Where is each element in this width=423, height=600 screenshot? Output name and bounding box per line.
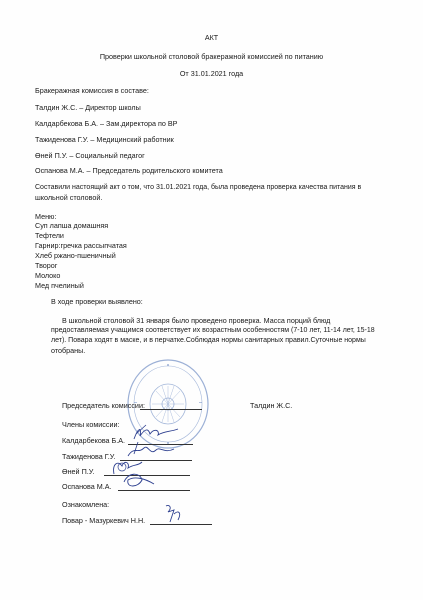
member-signature-name: Өней П.У. bbox=[62, 467, 95, 476]
chair-name: Талдин Ж.С. bbox=[250, 401, 293, 410]
findings-line: предоставляемая учащимся соответствует их возрастным особенностям (7-10 лет, 11-14 лет, 15-18 bbox=[51, 327, 375, 334]
findings-heading: В ходе проверки выявлено: bbox=[51, 297, 143, 306]
commission-member: Өней П.У. – Социальный педагог bbox=[35, 151, 145, 160]
handwritten-signature bbox=[120, 470, 160, 492]
acknowledged-label: Ознакомлена: bbox=[62, 500, 110, 509]
commission-member: Оспанова М.А. – Председатель родительского комитета bbox=[35, 166, 223, 175]
doc-subject: Проверки школьной столовой бракеражной комиссией по питанию bbox=[99, 52, 324, 61]
cook-signature-name: Повар - Мазуркевич Н.Н. bbox=[62, 516, 146, 525]
statement-line: Составили настоящий акт о том, что 31.01.2021 года, была проведена проверка качества питания в bbox=[35, 184, 362, 191]
menu-item: Хлеб ржано-пшеничный bbox=[35, 251, 116, 260]
menu-item: Мед пчелиный bbox=[35, 281, 84, 290]
commission-member: Талдин Ж.С. – Директор школы bbox=[35, 103, 141, 112]
member-signature-name: Тажиденова Г.У. bbox=[62, 452, 116, 461]
commission-heading: Бракеражная комиссия в составе: bbox=[35, 86, 149, 95]
findings-line: отобраны. bbox=[51, 346, 86, 355]
commission-member: Калдарбекова Б.А. – Зам.директора по ВР bbox=[35, 119, 178, 128]
chair-signature-line bbox=[140, 409, 202, 410]
members-label: Члены комиссии: bbox=[62, 420, 120, 429]
findings-line: В школьной столовой 31 января было проведено проверка. Масса порций блюд bbox=[62, 316, 331, 325]
statement-line: школьной столовой. bbox=[35, 193, 103, 202]
doc-type-title: АКТ bbox=[204, 33, 219, 42]
commission-member: Тажиденова Г.У. – Медицинский работник bbox=[35, 135, 174, 144]
chair-label: Председатель комиссии: bbox=[62, 401, 145, 410]
handwritten-signature bbox=[160, 502, 188, 526]
menu-heading: Меню: bbox=[35, 212, 57, 221]
member-signature-name: Калдарбекова Б.А. bbox=[62, 436, 126, 445]
menu-item: Тефтели bbox=[35, 231, 64, 240]
menu-item: Молоко bbox=[35, 271, 61, 280]
menu-item: Суп лапша домашняя bbox=[35, 221, 109, 230]
findings-line: лет). Повара ходят в маске, и в перчатке.Соблюдая нормы санитарных правил.Суточные нормы bbox=[51, 337, 366, 344]
menu-item: Гарнир:гречка рассыпчатая bbox=[35, 241, 127, 250]
doc-date: От 31.01.2021 года bbox=[179, 69, 244, 78]
menu-item: Творог bbox=[35, 261, 58, 270]
member-signature-name: Оспанова М.А. bbox=[62, 482, 112, 491]
